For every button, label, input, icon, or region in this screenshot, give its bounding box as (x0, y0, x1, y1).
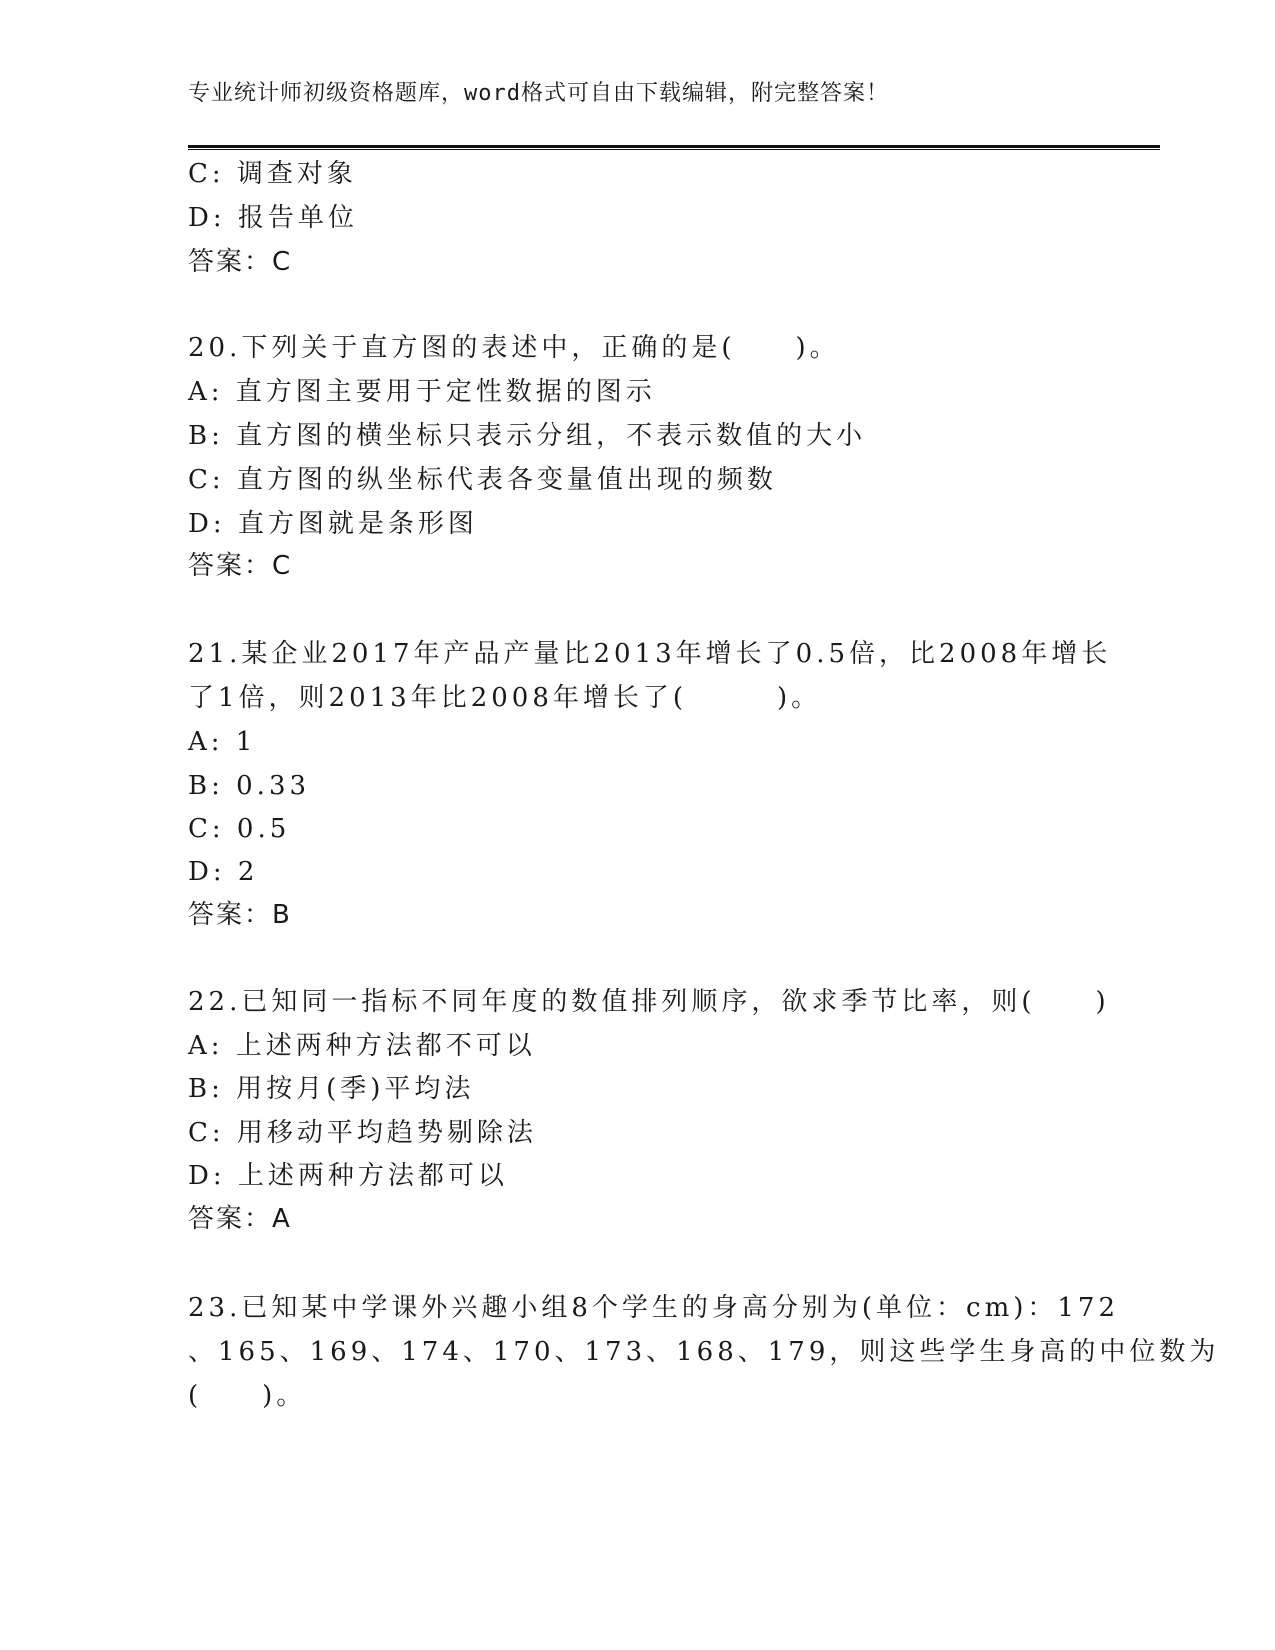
question-stem: ( )。 (188, 1381, 307, 1411)
option-line: A: 直方图主要用于定性数据的图示 (188, 377, 656, 407)
option-line: C: 直方图的纵坐标代表各变量值出现的频数 (188, 465, 777, 495)
option-line: A: 上述两种方法都不可以 (188, 1031, 536, 1061)
option-line: C: 用移动平均趋势剔除法 (188, 1118, 537, 1148)
answer-line: 答案：C (188, 551, 293, 581)
question-stem: 了1倍，则2013年比2008年增长了( )。 (188, 683, 822, 713)
option-line: D: 报告单位 (188, 203, 358, 233)
option-line: D: 2 (188, 857, 259, 887)
option-line: D: 上述两种方法都可以 (188, 1161, 508, 1191)
question-stem: 、165、169、174、170、173、168、179，则这些学生身高的中位数为 (188, 1337, 1220, 1367)
header-divider (188, 145, 1160, 150)
page-header: 专业统计师初级资格题库，word格式可自由下载编辑，附完整答案！ (188, 81, 889, 106)
option-line: B: 直方图的横坐标只表示分组，不表示数值的大小 (188, 421, 867, 451)
option-line: C: 调查对象 (188, 159, 357, 189)
option-line: B: 用按月(季)平均法 (188, 1074, 475, 1104)
question-stem: 22.已知同一指标不同年度的数值排列顺序，欲求季节比率，则( ) (188, 987, 1110, 1017)
question-stem: 21.某企业2017年产品产量比2013年增长了0.5倍，比2008年增长 (188, 639, 1112, 669)
question-stem: 20.下列关于直方图的表述中，正确的是( )。 (188, 333, 840, 363)
option-line: B: 0.33 (188, 771, 311, 801)
question-stem: 23.已知某中学课外兴趣小组8个学生的身高分别为(单位：cm)：172 (188, 1293, 1120, 1323)
option-line: A: 1 (188, 727, 257, 757)
answer-line: 答案：B (188, 900, 292, 930)
option-line: C: 0.5 (188, 814, 291, 844)
option-line: D: 直方图就是条形图 (188, 509, 478, 539)
answer-line: 答案：C (188, 247, 293, 277)
answer-line: 答案：A (188, 1204, 292, 1234)
